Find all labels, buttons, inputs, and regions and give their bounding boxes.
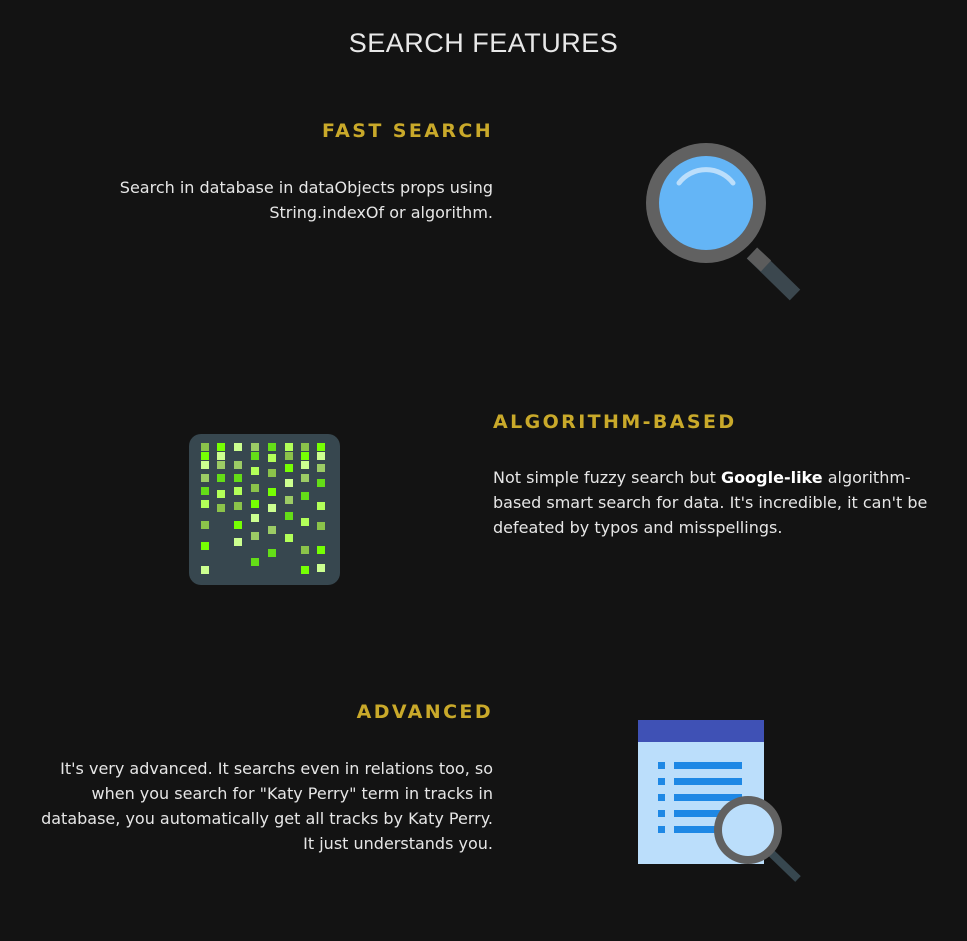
matrix-cell [201,500,209,508]
matrix-cell [251,443,259,451]
matrix-cell [201,443,209,451]
matrix-cell [268,443,276,451]
matrix-cell [201,542,209,550]
matrix-cell [285,512,293,520]
matrix-cell [285,452,293,460]
matrix-cell [317,502,325,510]
matrix-cell [201,521,209,529]
matrix-cell [285,443,293,451]
matrix-cell [251,514,259,522]
matrix-cell [301,492,309,500]
matrix-cell [217,461,225,469]
algorithm-text-before: Not simple fuzzy search but [493,468,722,487]
matrix-cell [217,504,225,512]
matrix-cell [301,518,309,526]
matrix-cell [301,546,309,554]
matrix-cell [301,474,309,482]
matrix-cell [317,564,325,572]
matrix-cell [285,479,293,487]
fast-search-title: FAST SEARCH [321,120,493,142]
matrix-cell [317,546,325,554]
matrix-cell [301,443,309,451]
matrix-cell [201,461,209,469]
matrix-cell [201,474,209,482]
matrix-cell [234,538,242,546]
matrix-cell [301,461,309,469]
matrix-cell [285,534,293,542]
magnifier-icon [632,135,812,310]
matrix-cell [268,469,276,477]
matrix-cell [217,490,225,498]
matrix-cell [234,487,242,495]
matrix-cell [317,479,325,487]
algorithm-text-bold: Google-like [721,468,823,487]
matrix-cell [234,521,242,529]
algorithm-based-text [493,465,953,540]
matrix-cell [317,522,325,530]
matrix-cell [251,452,259,460]
matrix-cell [251,484,259,492]
matrix-cell [301,566,309,574]
matrix-cell [251,558,259,566]
matrix-cell [317,452,325,460]
matrix-cell [201,452,209,460]
matrix-cell [268,504,276,512]
fast-search-text: Search in database in dataObjects props using String.indexOf or algorithm. [119,178,493,222]
algorithm-based-title: ALGORITHM-BASED [493,411,737,433]
matrix-cell [285,464,293,472]
matrix-cell [251,467,259,475]
matrix-cell [251,500,259,508]
matrix-cell [234,474,242,482]
matrix-cell [234,461,242,469]
matrix-cell [268,488,276,496]
matrix-cell [301,452,309,460]
matrix-cell [268,526,276,534]
matrix-cell [217,443,225,451]
data-matrix-icon [189,434,340,585]
matrix-cell [268,549,276,557]
matrix-cell [217,474,225,482]
matrix-cell [317,443,325,451]
matrix-cell [217,452,225,460]
advanced-title: ADVANCED [356,701,493,723]
matrix-cell [201,566,209,574]
matrix-cell [317,464,325,472]
page-title: SEARCH FEATURES [348,28,619,58]
matrix-cell [201,487,209,495]
matrix-cell [268,454,276,462]
matrix-cell [251,532,259,540]
algorithm-text-after: algorithm-based smart search for data. It's incredible, it can't be defeated by typos and misspellings. [493,468,928,537]
document-search-icon [636,718,806,888]
matrix-cell [234,502,242,510]
matrix-cell [285,496,293,504]
advanced-text: It's very advanced. It searchs even in relations too, so when you search for "Katy Perry" term in tracks in database, you automatically get all tracks by Katy Perry. It just understands you. [41,759,493,853]
matrix-cell [234,443,242,451]
